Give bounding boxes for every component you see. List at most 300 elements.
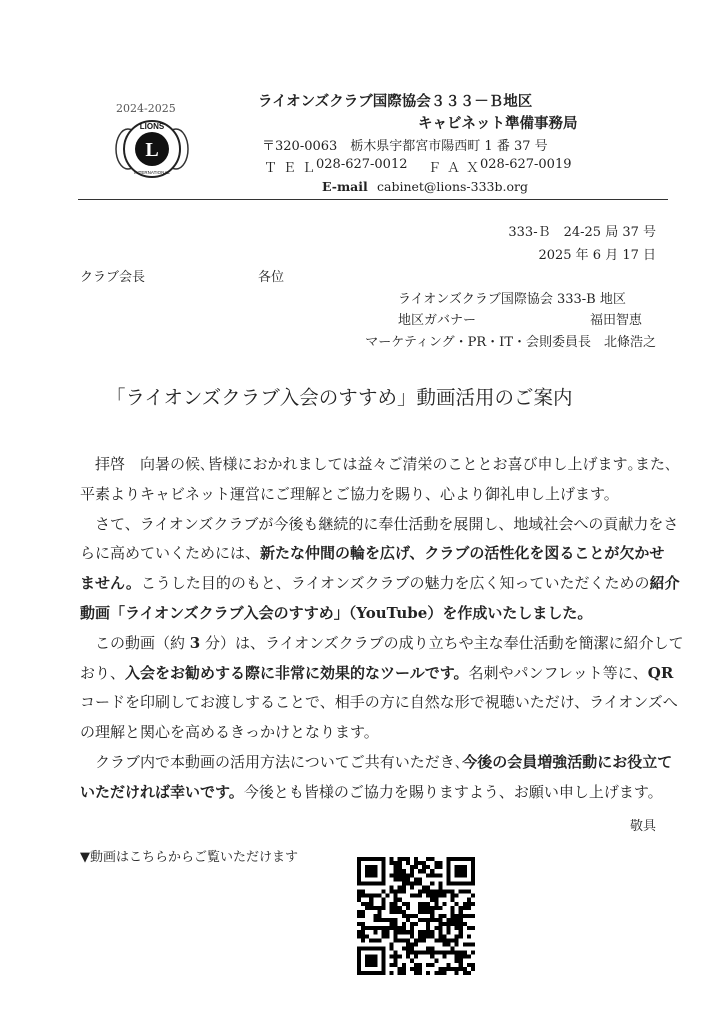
qr-module [418,910,422,914]
doc-date: 2025 年 6 月 17 日 [538,248,656,263]
qr-module [385,926,389,930]
qr-module [463,914,467,918]
qr-module [365,926,369,930]
qr-module [438,951,442,955]
qr-module [357,890,361,894]
qr-module [414,971,418,975]
qr-module [467,914,471,918]
qr-module [463,890,467,894]
qr-module [373,926,377,930]
body-text: 名刺やパンフレット等に、 [468,663,648,682]
qr-module [438,894,442,898]
body-line [80,480,660,510]
qr-module [394,951,398,955]
qr-module [369,906,373,910]
fax-number: 028-627-0019 [480,157,572,172]
qr-module [430,873,434,877]
qr-module [442,894,446,898]
qr-module [467,902,471,906]
qr-module [390,922,394,926]
qr-module [373,906,377,910]
qr-module [414,922,418,926]
qr-module [381,930,385,934]
qr-module [398,873,402,877]
body-text: おり、 [80,663,126,682]
addressee-suffix: 各位 [258,270,285,285]
qr-module [406,906,410,910]
qr-module [406,914,410,918]
qr-module [402,963,406,967]
qr-module [455,918,459,922]
qr-module [365,865,377,877]
qr-module [385,918,389,922]
qr-module [357,898,361,902]
qr-module [426,934,430,938]
qr-module [442,934,446,938]
qr-module [361,914,365,918]
closing: 敬具 [629,819,656,834]
qr-module [390,885,394,889]
qr-module [410,885,414,889]
sender-name: 福田智恵 [590,313,643,328]
qr-module [418,963,422,967]
qr-module [398,955,402,959]
qr-module [390,873,394,877]
qr-module [381,926,385,930]
qr-module [422,861,426,865]
body-line [80,778,663,808]
sender-org: ライオンズクラブ国際協会 333-B 地区 [398,292,626,307]
qr-module [398,861,402,865]
qr-module [361,894,365,898]
qr-module [398,898,402,902]
qr-module [430,898,434,902]
qr-module [459,914,463,918]
qr-module [414,881,418,885]
qr-module [398,865,402,869]
qr-module [418,877,422,881]
qr-module [426,963,430,967]
qr-module [369,894,373,898]
body-text-bold: 入会をお勧めする際に非常に効果的なツールです。 [125,663,469,682]
qr-label: ▼動画はこちらからご覧いただけます [80,850,298,865]
qr-module [418,918,422,922]
qr-module [447,890,451,894]
qr-module [430,857,434,861]
qr-module [459,951,463,955]
qr-module [430,934,434,938]
qr-module [381,934,385,938]
qr-module [447,942,451,946]
qr-module [398,890,402,894]
qr-module [467,898,471,902]
qr-module [414,938,418,942]
qr-module [398,869,402,873]
qr-module [418,890,422,894]
qr-module [406,902,410,906]
qr-module [434,926,438,930]
qr-module [434,865,438,869]
qr-module [398,930,402,934]
body-line [80,688,678,718]
fax-label: ＦＡＸ [428,161,486,176]
qr-module [422,951,426,955]
qr-module [422,885,426,889]
qr-module [394,963,398,967]
doc-number: 333-Ｂ 24-25 局 37 号 [508,225,656,240]
qr-module [426,947,430,951]
qr-module [442,942,446,946]
letter-body [80,450,684,808]
qr-module [414,967,418,971]
qr-module [402,938,406,942]
qr-module [447,938,451,942]
qr-module [430,881,434,885]
qr-module [381,906,385,910]
qr-module [402,869,406,873]
qr-module [410,926,414,930]
qr-module [442,914,446,918]
qr-module [365,906,369,910]
qr-module [377,906,381,910]
document-title: 「ライオンズクラブ入会のすすめ」動画活用のご案内 [106,386,573,409]
qr-module [451,967,455,971]
qr-module [455,959,459,963]
qr-module [471,894,475,898]
email-link[interactable]: cabinet@lions-333b.org [377,179,528,194]
qr-module [357,894,361,898]
qr-module [459,918,463,922]
qr-module [406,951,410,955]
qr-module [430,955,434,959]
qr-module [422,910,426,914]
sender-title: 地区ガバナー [398,313,477,328]
qr-module [426,865,430,869]
qr-module [390,942,394,946]
qr-module [414,877,418,881]
qr-module [418,906,422,910]
qr-module [459,955,463,959]
body-text-bold: ません。 [80,574,141,593]
qr-module [406,873,410,877]
year-label: 2024-2025 [116,102,176,115]
qr-module [426,930,430,934]
body-line [80,539,665,569]
qr-module [451,890,455,894]
qr-module [394,959,398,963]
qr-module [406,947,410,951]
qr-module [394,934,398,938]
qr-module [467,934,471,938]
qr-module [455,902,459,906]
qr-module [434,951,438,955]
qr-module [422,930,426,934]
qr-module [471,914,475,918]
body-line [80,510,679,540]
qr-module [406,938,410,942]
qr-module [463,922,467,926]
qr-module [463,967,467,971]
qr-module [390,963,394,967]
qr-module [377,914,381,918]
qr-module [434,938,438,942]
qr-module [394,930,398,934]
qr-module [434,898,438,902]
qr-module [426,902,430,906]
qr-module [398,910,402,914]
header-divider [78,199,668,200]
qr-module [430,918,434,922]
body-line [80,599,660,629]
qr-module [361,938,365,942]
qr-module [390,918,394,922]
qr-module [434,861,438,865]
qr-module [406,877,410,881]
qr-module [455,938,459,942]
qr-module [459,959,463,963]
qr-module [434,959,438,963]
qr-module [394,877,398,881]
tel-number: 028-627-0012 [316,157,408,172]
qr-module [357,922,361,926]
qr-module [438,926,442,930]
body-text-bold: 3 [189,633,201,652]
qr-module [402,947,406,951]
qr-module [438,890,442,894]
qr-module [381,898,385,902]
qr-module [463,906,467,910]
qr-module [471,967,475,971]
qr-module [365,902,369,906]
qr-module [438,885,442,889]
qr-module [394,955,398,959]
qr-module [442,922,446,926]
qr-module [422,906,426,910]
qr-module [422,865,426,869]
qr-module [390,890,394,894]
qr-module [463,951,467,955]
qr-module [438,914,442,918]
qr-module [406,881,410,885]
qr-module [402,914,406,918]
qr-module [426,910,430,914]
qr-module [434,971,438,975]
qr-module [455,926,459,930]
qr-module [418,971,422,975]
qr-module [467,890,471,894]
qr-module [373,930,377,934]
qr-module [394,865,398,869]
qr-module [438,865,442,869]
qr-module [402,885,406,889]
qr-module [455,971,459,975]
qr-module [451,951,455,955]
qr-module [430,947,434,951]
qr-module [455,894,459,898]
qr-module [418,938,422,942]
body-text: クラブ内で本動画の活用方法についてご共有いただき､ [80,752,463,771]
qr-module [426,885,430,889]
tel-label: ＴＥＬ [264,161,322,176]
qr-module [451,918,455,922]
qr-module [361,930,365,934]
address: 〒320-0063 栃木県宇都宮市陽西町 1 番 37 号 [262,139,548,154]
qr-module [394,938,398,942]
qr-module [422,902,426,906]
qr-module [381,890,385,894]
qr-module [471,942,475,946]
qr-module [406,857,410,861]
qr-module [361,922,365,926]
qr-module [442,938,446,942]
qr-module [398,885,402,889]
qr-module [447,922,451,926]
qr-module [410,930,414,934]
qr-module [438,922,442,926]
qr-module [447,951,451,955]
qr-module [426,971,430,975]
qr-module [418,881,422,885]
qr-module [402,857,406,861]
body-text-bold: いただければ幸いです。 [80,782,244,801]
qr-module [390,861,394,865]
qr-module [451,894,455,898]
body-text: コードを印刷してお渡しすることで、相手の方に自然な形で視聴いただけ、ライオンズへ [80,693,678,712]
qr-module [426,873,430,877]
qr-module [467,955,471,959]
qr-module [418,930,422,934]
qr-module [455,955,459,959]
qr-module [398,967,402,971]
qr-module [394,910,398,914]
qr-module [402,971,406,975]
qr-module [410,881,414,885]
qr-module [467,906,471,910]
qr-module [426,926,430,930]
qr-module [447,930,451,934]
qr-module [406,942,410,946]
qr-module [459,906,463,910]
qr-module [402,910,406,914]
qr-module [410,959,414,963]
qr-module [365,955,377,967]
qr-module [471,963,475,967]
qr-module [418,934,422,938]
qr-module [426,857,430,861]
qr-module [438,934,442,938]
qr-module [390,971,394,975]
body-text-bold: 今後の会員増強活動にお役立て [462,752,673,771]
qr-module [426,890,430,894]
qr-module [398,971,402,975]
qr-module [463,902,467,906]
qr-module [455,865,467,877]
qr-module [361,926,365,930]
qr-module [447,967,451,971]
qr-module [434,918,438,922]
qr-module [418,869,422,873]
qr-module [390,947,394,951]
qr-module [442,890,446,894]
lions-logo [114,114,190,184]
qr-module [357,910,361,914]
qr-module [430,890,434,894]
qr-module [442,951,446,955]
qr-module [434,894,438,898]
qr-module [402,967,406,971]
qr-module [455,951,459,955]
qr-module [414,894,418,898]
qr-module [451,922,455,926]
qr-module [422,934,426,938]
qr-module [459,910,463,914]
qr-module [434,902,438,906]
body-text: 分）は、ライオンズクラブの成り立ちや主な奉仕活動を簡潔に紹介して [200,633,684,652]
qr-module [357,934,361,938]
qr-module [447,963,451,967]
qr-module [430,914,434,918]
qr-module [434,906,438,910]
qr-module [394,873,398,877]
qr-module [410,922,414,926]
qr-module [365,934,369,938]
qr-module [455,922,459,926]
body-line [80,450,673,480]
qr-module [410,942,414,946]
org-name: ライオンズクラブ国際協会３３３－Ｂ地区 [258,93,533,110]
qr-module [459,963,463,967]
qr-module [438,881,442,885]
qr-module [402,926,406,930]
qr-module [455,934,459,938]
qr-module [390,857,394,861]
qr-module [377,894,381,898]
qr-module [414,914,418,918]
qr-module [459,930,463,934]
qr-module [369,926,373,930]
qr-module [438,918,442,922]
qr-module [459,890,463,894]
qr-module [438,971,442,975]
qr-module [394,869,398,873]
body-text: さて、ライオンズクラブが今後も継続的に奉仕活動を展開し、地域社会への貢献力をさ [80,514,679,533]
qr-module [451,938,455,942]
qr-module [451,947,455,951]
qr-module [451,910,455,914]
qr-module [357,930,361,934]
qr-module [402,902,406,906]
qr-module [361,910,365,914]
qr-module [418,894,422,898]
qr-module [398,877,402,881]
qr-module [418,967,422,971]
qr-module [422,938,426,942]
qr-module [430,869,434,873]
qr-module [438,873,442,877]
body-text: 拝啓 向暑の候､皆様におかれましては益々ご清栄のこととお喜び申し上げます｡また､ [80,455,673,473]
qr-module [442,971,446,975]
qr-module [410,934,414,938]
qr-module [402,890,406,894]
qr-module [381,902,385,906]
qr-module [459,934,463,938]
qr-module [369,938,373,942]
qr-module [402,930,406,934]
qr-module [402,881,406,885]
qr-module [414,963,418,967]
qr-module [406,930,410,934]
qr-code[interactable] [357,857,475,975]
